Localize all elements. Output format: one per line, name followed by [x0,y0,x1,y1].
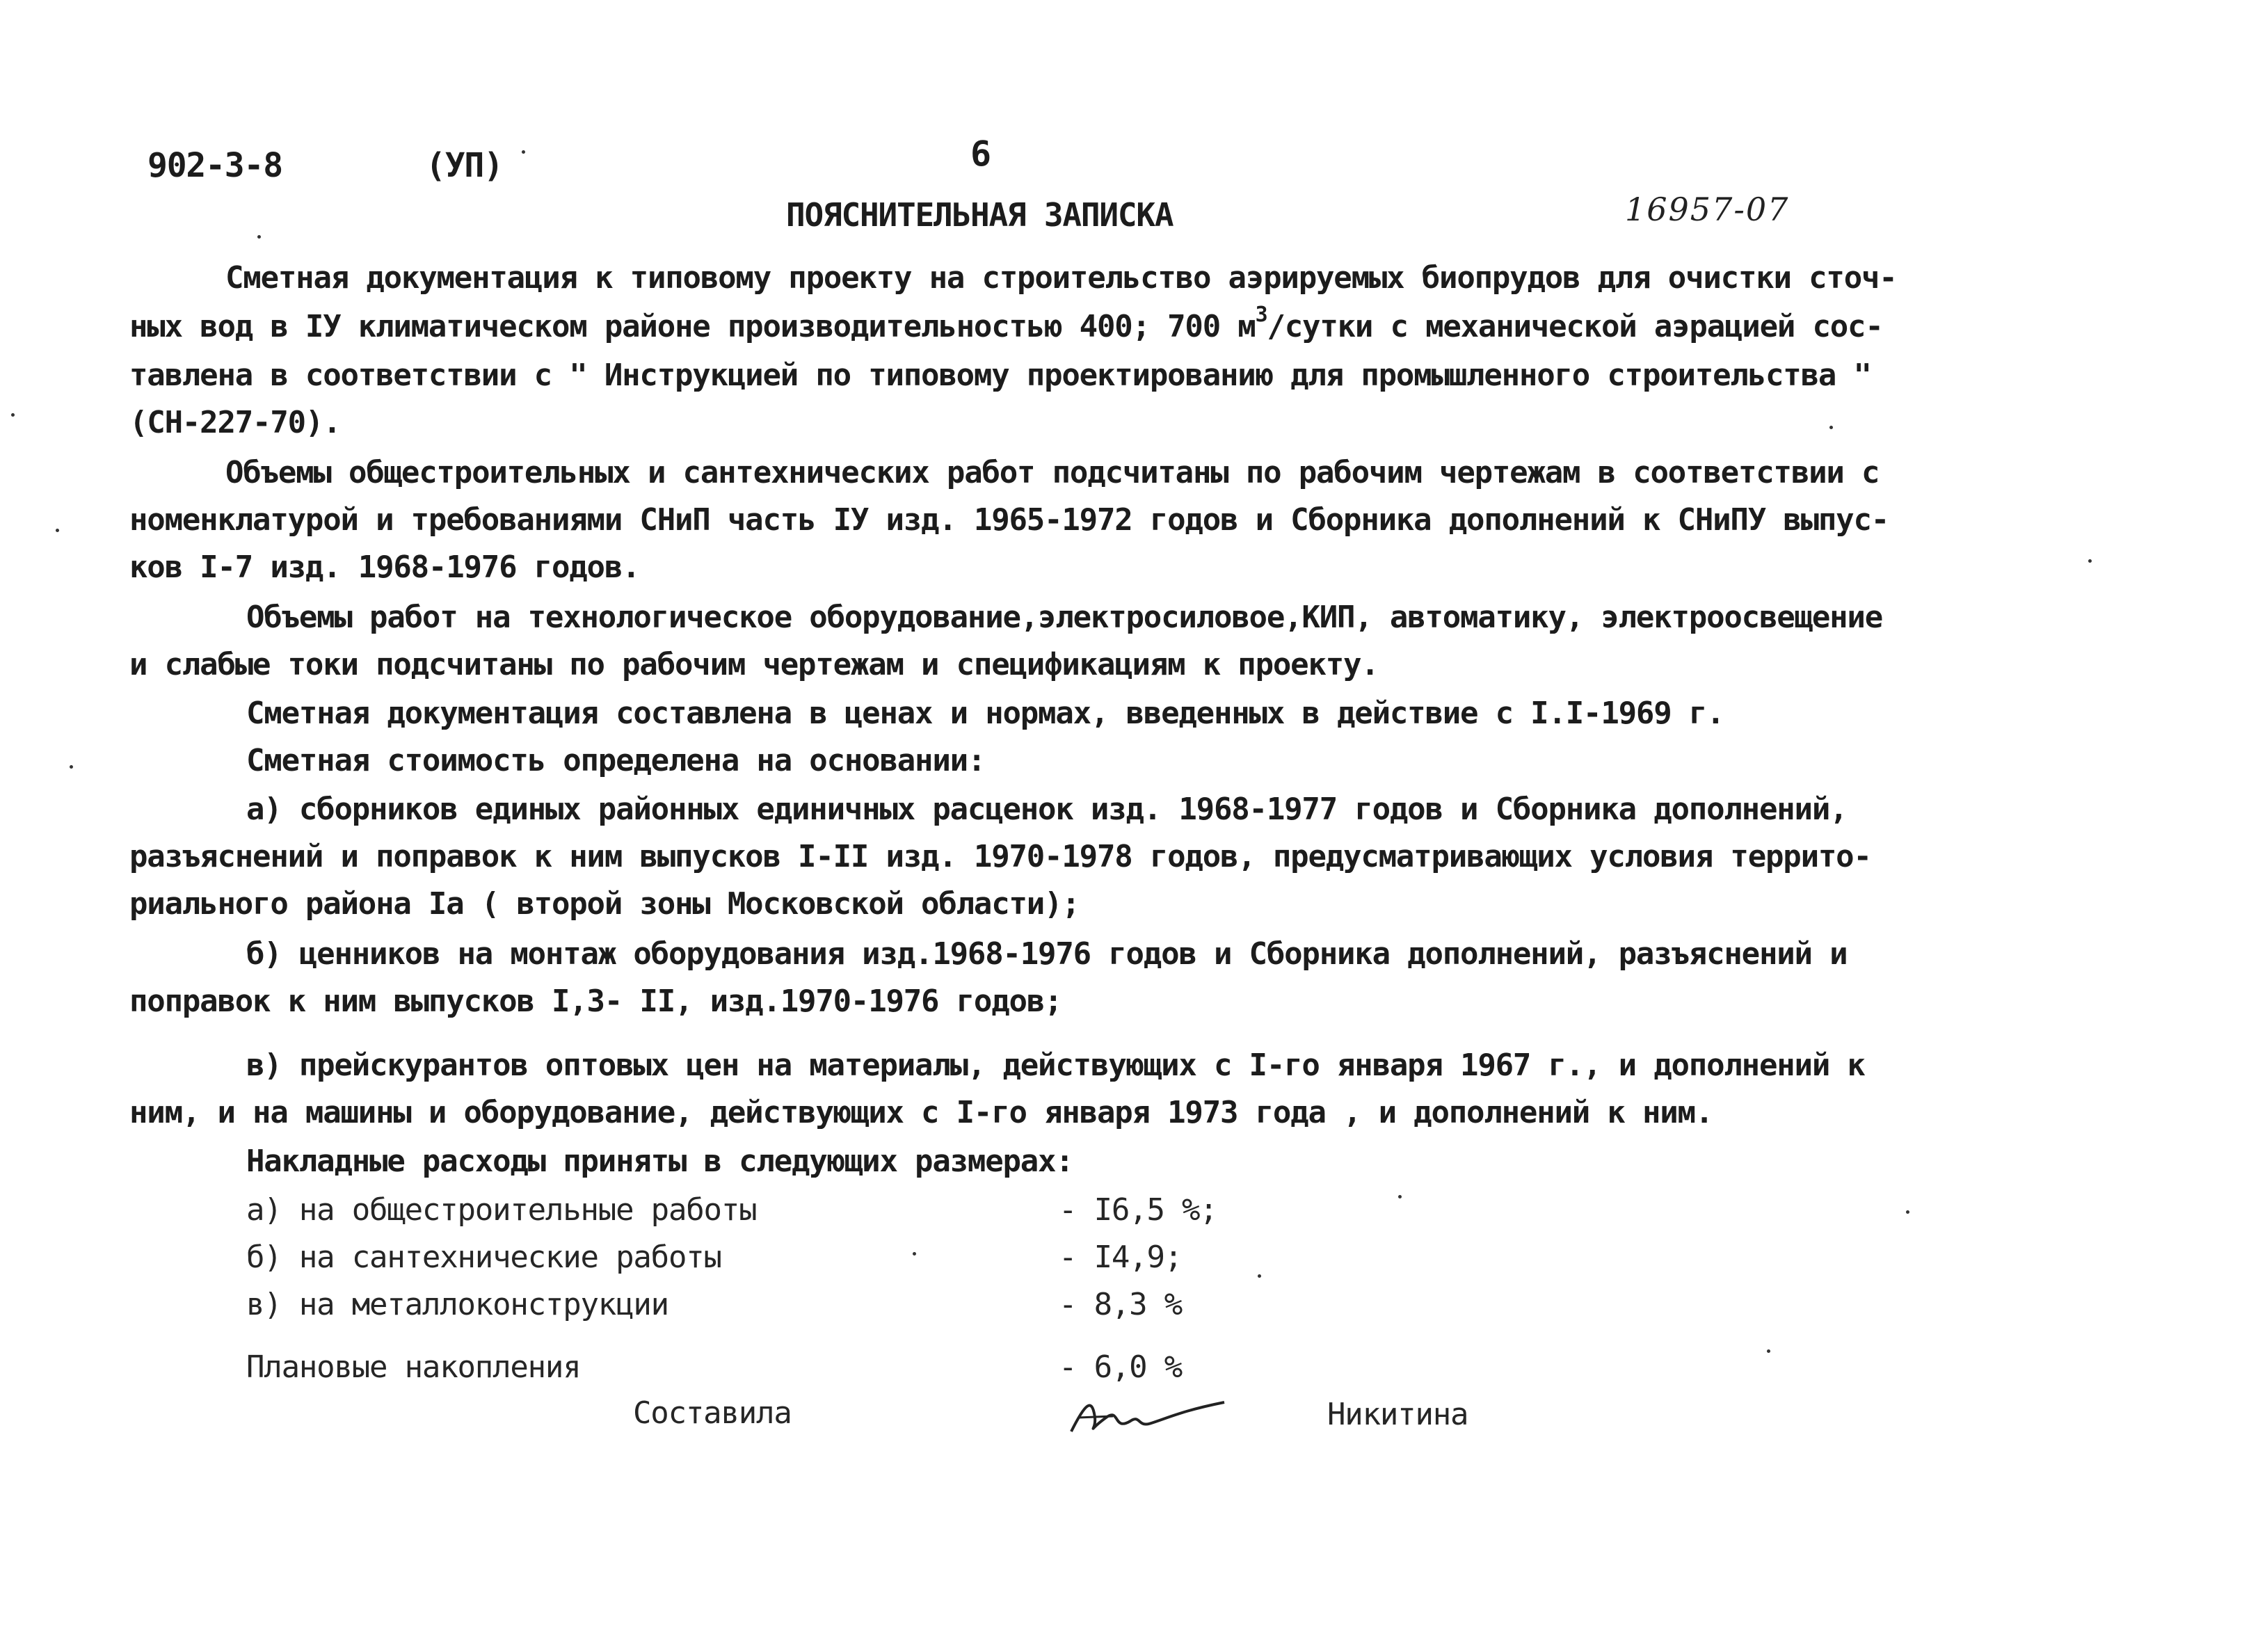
body-line: тавлена в соответствии с " Инструкцией по типовому проектированию для промышленного строительства " [129,358,1871,393]
body-line: Объемы работ на технологическое оборудование,электросиловое,КИП, автоматику, электроосвещение [246,600,1882,635]
compiled-by-label: Составила [633,1395,792,1431]
body-line: риального района Iа ( второй зоны Московской области); [129,886,1080,922]
scan-speck [1398,1195,1402,1198]
series-code: (УП) [426,146,503,185]
overhead-value: - I4,9; [1059,1240,1183,1275]
signature-scribble [1064,1390,1231,1445]
scan-speck [2088,559,2092,563]
overhead-label: а) на общестроительные работы [246,1192,757,1228]
body-line: разъяснений и поправок к ним выпусков I-II изд. 1970-1978 годов, предусматривающих условия террито- [129,839,1871,874]
page-number: 6 [970,134,991,174]
scan-speck [1906,1210,1909,1214]
body-line: и слабые токи подсчитаны по рабочим чертежам и спецификациям к проекту. [129,647,1379,682]
overhead-label: в) на металлоконструкции [246,1287,668,1322]
body-line: ков I-7 изд. 1968-1976 годов. [129,550,640,585]
body-line: Объемы общестроительных и сантехнических работ подсчитаны по рабочим чертежам в соответствии с [225,455,1880,490]
scan-speck [913,1252,916,1256]
body-line: Сметная стоимость определена на основании: [246,743,986,778]
body-line: ных вод в IУ климатическом районе производительностью 400; 700 $м^3$/сутки с механической аэрацией сос- [129,303,1883,344]
body-line: б) ценников на монтаж оборудования изд.1968-1976 годов и Сборника дополнений, разъяснений и [246,936,1848,972]
page-title: ПОЯСНИТЕЛЬНАЯ ЗАПИСКА [786,196,1173,234]
body-line: в) прейскурантов оптовых цен на материалы, действующих с I-го января 1967 г., и дополнений к [246,1048,1865,1083]
overhead-title: Накладные расходы приняты в следующих размерах: [246,1144,1073,1179]
overhead-value: - 8,3 % [1059,1287,1183,1322]
body-line: номенклатурой и требованиями СНиП часть IУ изд. 1965-1972 годов и Сборника дополнений к СНиПУ выпус- [129,502,1889,538]
body-line: а) сборников единых районных единичных расценок изд. 1968-1977 годов и Сборника дополнений, [246,792,1848,827]
scan-speck [56,529,59,532]
document-code: 902-3-8 [147,146,282,185]
body-line: (СН-227-70). [129,405,341,440]
body-line: Сметная документация к типовому проекту на строительство аэрируемых биопрудов для очистки сточ- [225,260,1897,296]
savings-value: - 6,0 % [1059,1349,1183,1385]
scan-speck [1829,426,1833,429]
scan-speck [1258,1274,1261,1278]
scan-speck [70,765,73,769]
body-line: поправок к ним выпусков I,3- II, изд.1970-1976 годов; [129,984,1062,1019]
document-number: 16957-07 [1625,191,1790,228]
body-line: ним, и на машины и оборудование, действующих с I-го января 1973 года , и дополнений к ним. [129,1095,1713,1130]
compiled-by-name: Никитина [1327,1397,1468,1432]
savings-label: Плановые накопления [246,1349,581,1385]
scan-speck [257,235,261,239]
scan-speck [11,413,15,417]
overhead-label: б) на сантехнические работы [246,1240,721,1275]
scan-speck [522,150,525,154]
scan-speck [1767,1349,1770,1353]
overhead-value: - I6,5 %; [1059,1192,1217,1228]
body-line: Сметная документация составлена в ценах и нормах, введенных в действие с I.I-1969 г. [246,696,1724,731]
